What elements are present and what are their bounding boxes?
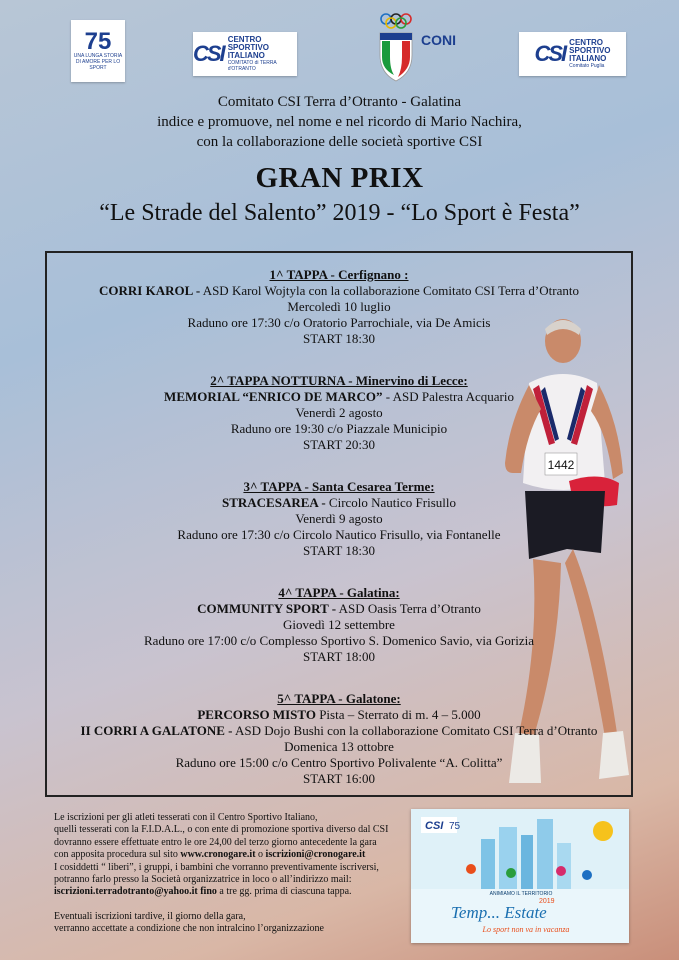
anniversary-number: 75: [84, 28, 112, 55]
stage-event-extra: [47, 723, 631, 739]
stage-start: START 18:00: [303, 649, 375, 664]
footer-line: Le iscrizioni per gli atleti tesserati con il Centro Sportivo Italiano,: [54, 812, 318, 823]
stage-1: [47, 267, 631, 347]
stage-raduno: Raduno ore 17:30 c/o Oratorio Parrochiale, via De Amicis: [187, 315, 491, 330]
stage-date: Domenica 13 ottobre: [284, 739, 394, 754]
csi-puglia-logo: [519, 32, 626, 76]
stage-date: Venerdì 2 agosto: [295, 405, 383, 420]
page-subtitle: “Le Strade del Salento” 2019 - “Lo Sport è Festa”: [99, 200, 580, 226]
footer-line: [54, 886, 410, 898]
stage-heading: 5^ TAPPA - Galatone:: [277, 691, 401, 706]
stage-event-name: MEMORIAL “ENRICO DE MARCO”: [164, 389, 383, 404]
csi-mark-icon: CSI: [193, 41, 224, 66]
stage-raduno: Raduno ore 17:30 c/o Circolo Nautico Frisullo, via Fontanelle: [177, 527, 501, 542]
stage-start: START 16:00: [303, 771, 375, 786]
csi-left-line1: CENTRO: [227, 35, 262, 44]
intro-line-2: indice e promuove, nel nome e nel ricordo di Mario Nachira,: [157, 114, 522, 130]
stage-raduno: Raduno ore 17:00 c/o Complesso Sportivo S. Domenico Savio, via Gorizia: [144, 633, 534, 648]
stage-heading: 2^ TAPPA NOTTURNA - Minervino di Lecce:: [210, 373, 468, 388]
stage-date: Mercoledì 10 luglio: [287, 299, 391, 314]
promo-slogan: Lo sport non va in vacanza: [482, 925, 570, 934]
stage-3: [47, 479, 631, 559]
csi-right-sub: Comitato Puglia: [569, 63, 605, 69]
stage-4: [47, 585, 631, 665]
csi-right-line2: SPORTIVO: [569, 46, 611, 55]
coni-name: CONI: [421, 32, 456, 48]
stage-extra-organizer: ASD Dojo Bushi con la collaborazione Comitato CSI Terra d’Otranto: [232, 723, 598, 738]
stage-event-name: COMMUNITY SPORT -: [197, 601, 337, 616]
svg-text:CSI: CSI: [425, 820, 444, 832]
footer-line: dovranno essere effettuate entro le ore 24,00 del terzo giorno antecedente la gara: [54, 836, 377, 848]
stage-event: [47, 389, 631, 405]
svg-text:75: 75: [449, 821, 461, 832]
registration-info: [54, 812, 410, 936]
stage-event-organizer: ASD Karol Wojtyla con la collaborazione Comitato CSI Terra d’Otranto: [200, 283, 579, 298]
stage-event-name: PERCORSO MISTO: [197, 707, 316, 722]
stage-raduno: Raduno ore 19:30 c/o Piazzale Municipio: [230, 421, 448, 436]
stage-raduno: Raduno ore 15:00 c/o Centro Sportivo Polivalente “A. Colitta”: [175, 755, 503, 770]
csi-right-line1: CENTRO: [569, 38, 603, 47]
terradotranto-email-link[interactable]: iscrizioni.terradotranto@yahoo.it fino: [54, 886, 217, 898]
stage-heading: 3^ TAPPA - Santa Cesarea Terme:: [243, 479, 435, 494]
runner-bib-number: 1442: [547, 458, 575, 472]
program-box: [45, 251, 633, 797]
cronogare-email-link[interactable]: iscrizioni@cronogare.it: [265, 849, 366, 861]
stage-start: START 18:30: [303, 543, 375, 558]
stage-event: [47, 707, 631, 723]
csi-75-anniversary-logo: [71, 20, 125, 82]
temp-estate-promo: [411, 809, 629, 943]
promo-year: 2019: [539, 898, 555, 905]
footer-line: [54, 849, 410, 861]
intro-line-1: Comitato CSI Terra d’Otranto - Galatina: [217, 94, 462, 110]
stage-5: [47, 691, 631, 787]
footer-line: potranno farlo presso la Società organizzatrice in loco o all’indirizzo mail:: [54, 874, 352, 886]
promo-title: Temp... Estate: [451, 903, 547, 922]
csi-left-line3: ITALIANO: [227, 51, 265, 60]
page-title: GRAN PRIX: [255, 162, 424, 194]
footer-line: verranno accettate a condizione che non intralcino l’organizzazione: [54, 923, 324, 935]
footer-text: con apposita procedura sul sito: [54, 849, 181, 861]
footer-line: quelli tesserati con la F.I.D.A.L., o con ente di promozione sportiva diverso dal CSI: [54, 824, 389, 836]
stage-event-name: STRACESAREA -: [221, 495, 326, 510]
footer-line: I cosiddetti “ liberi”, i gruppi, i bambini che vorranno preventivamente iscriversi,: [54, 861, 379, 873]
intro-line-3: con la collaborazione delle società sportive CSI: [196, 134, 483, 150]
csi-left-sub: COMITATO di TERRA d'OTRANTO: [227, 60, 277, 72]
csi-terra-otranto-logo: [193, 32, 297, 76]
city-skyline-illustration: [411, 809, 629, 891]
stage-start: START 20:30: [303, 437, 375, 452]
stage-2: [47, 373, 631, 453]
cronogare-link[interactable]: www.cronogare.it: [180, 849, 256, 861]
stage-event-organizer: Pista – Sterrato di m. 4 – 5.000: [315, 707, 481, 722]
stage-event-organizer: ASD Oasis Terra d’Otranto: [336, 601, 481, 616]
stage-event-organizer: - ASD Palestra Acquario: [382, 389, 514, 404]
stage-event-organizer: Circolo Nautico Frisullo: [325, 495, 457, 510]
anniversary-text: UNA LUNGA STORIA DI AMORE PER LO SPORT: [73, 53, 123, 71]
stage-heading: 4^ TAPPA - Galatina:: [278, 585, 400, 600]
stage-extra-name: II CORRI A GALATONE -: [80, 723, 233, 738]
stage-date: Giovedì 12 settembre: [283, 617, 395, 632]
intro-text: [0, 92, 679, 152]
stage-date: Venerdì 9 agosto: [295, 511, 383, 526]
footer-text: o: [255, 849, 266, 861]
csi-left-line2: SPORTIVO: [227, 43, 270, 52]
footer-line: Eventuali iscrizioni tardive, il giorno della gara,: [54, 910, 246, 922]
csi-right-line3: ITALIANO: [569, 54, 607, 63]
stage-event: [47, 495, 631, 511]
stage-event: [47, 601, 631, 617]
stage-heading: 1^ TAPPA - Cerfignano :: [269, 267, 409, 282]
footer-text: a tre gg. prima di ciascuna tappa.: [216, 886, 352, 898]
stage-event: [47, 283, 631, 299]
promo-tagline: ANIMIAMO IL TERRITORIO: [489, 891, 553, 897]
stage-start: START 18:30: [303, 331, 375, 346]
stage-event-name: CORRI KAROL -: [99, 283, 201, 298]
csi-mark-icon: CSI: [534, 41, 566, 66]
